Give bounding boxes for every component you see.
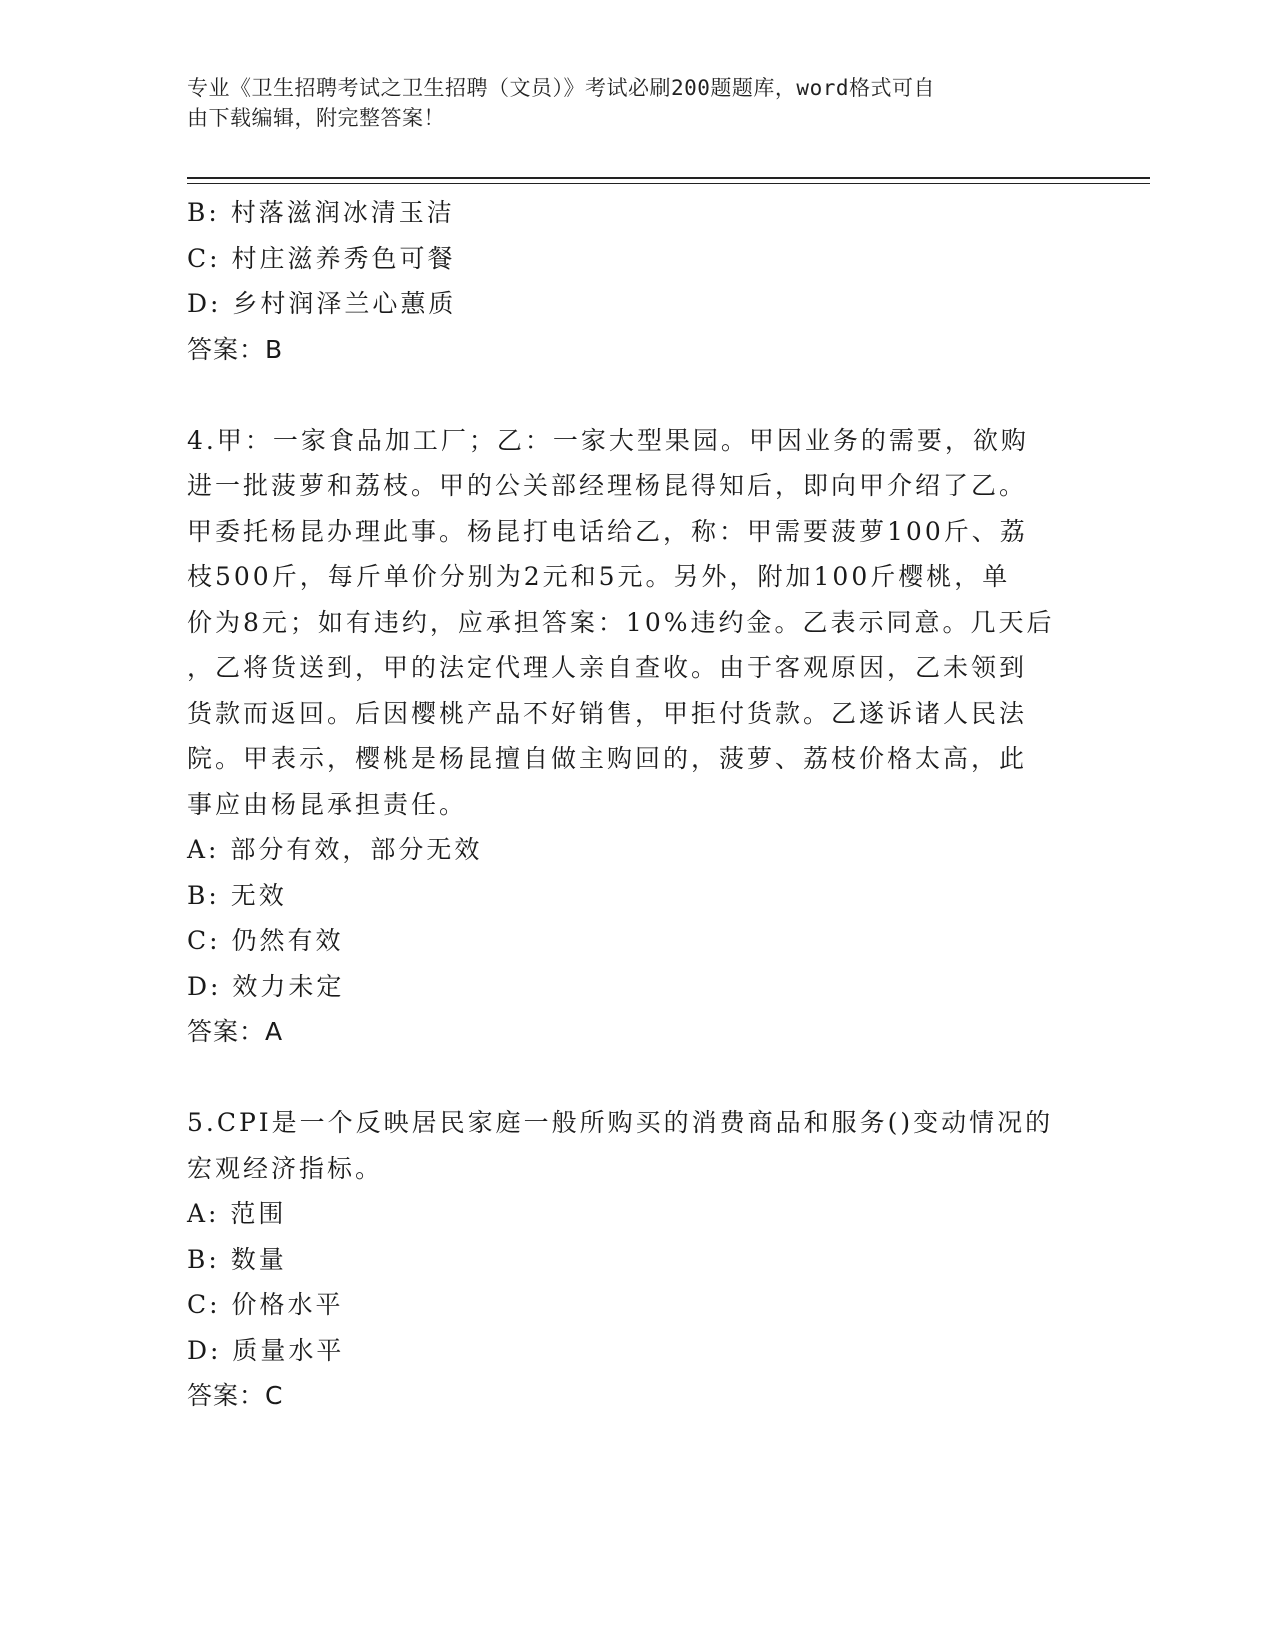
- question-text-line: 进一批菠萝和荔枝。甲的公关部经理杨昆得知后，即向甲介绍了乙。: [187, 471, 1028, 500]
- option-c: C: 村庄滋养秀色可餐: [187, 243, 456, 273]
- question-text-line: 院。甲表示，樱桃是杨昆擅自做主购回的，菠萝、荔枝价格太高，此: [187, 744, 1028, 773]
- option-d: D: 效力未定: [187, 971, 345, 1001]
- answer-line: 答案：C: [187, 1381, 284, 1410]
- option-c: C: 仍然有效: [187, 926, 344, 955]
- option-a: A: 部分有效，部分无效: [187, 835, 483, 864]
- question-3-tail: [187, 190, 1087, 372]
- document-header: [187, 73, 1087, 133]
- header-divider-thick: [187, 177, 1150, 179]
- question-text-line: ，乙将货送到，甲的法定代理人亲自查收。由于客观原因，乙未领到: [187, 653, 1028, 682]
- document-body: [187, 190, 1087, 1419]
- question-text-line: 宏观经济指标。: [187, 1153, 384, 1183]
- header-line-1: 专业《卫生招聘考试之卫生招聘（文员）》考试必刷200题题库，word格式可自: [187, 76, 935, 100]
- header-line-2: 由下载编辑，附完整答案！: [187, 106, 445, 130]
- header-divider-thin: [187, 183, 1150, 184]
- question-text-line: 甲委托杨昆办理此事。杨昆打电话给乙，称：甲需要菠萝100斤、荔: [187, 516, 1028, 546]
- question-5: [187, 1100, 1087, 1419]
- option-c: C: 价格水平: [187, 1290, 344, 1319]
- question-text-line: 价为8元；如有违约，应承担答案：10%违约金。乙表示同意。几天后: [187, 607, 1055, 637]
- answer-line: 答案：A: [187, 1017, 284, 1046]
- option-b: B: 无效: [187, 880, 287, 910]
- option-a: A: 范围: [187, 1199, 287, 1228]
- question-text-line: 枝500斤，每斤单价分别为2元和5元。另外，附加100斤樱桃，单: [187, 562, 1011, 591]
- spacer: [187, 1055, 1087, 1101]
- question-text-line: 事应由杨昆承担责任。: [187, 789, 468, 819]
- option-b: B: 数量: [187, 1244, 287, 1274]
- question-text-line: 货款而返回。后因樱桃产品不好销售，甲拒付货款。乙遂诉诸人民法: [187, 698, 1028, 728]
- spacer: [187, 372, 1087, 418]
- question-text-line: 5.CPI是一个反映居民家庭一般所购买的消费商品和服务()变动情况的: [187, 1108, 1054, 1137]
- answer-line: 答案：B: [187, 334, 284, 364]
- question-text-line: 4.甲：一家食品加工厂；乙：一家大型果园。甲因业务的需要，欲购: [187, 425, 1029, 455]
- option-b: B: 村落滋润冰清玉洁: [187, 198, 455, 227]
- question-4: [187, 418, 1087, 1055]
- option-d: D: 乡村润泽兰心蕙质: [187, 289, 457, 318]
- option-d: D: 质量水平: [187, 1335, 345, 1365]
